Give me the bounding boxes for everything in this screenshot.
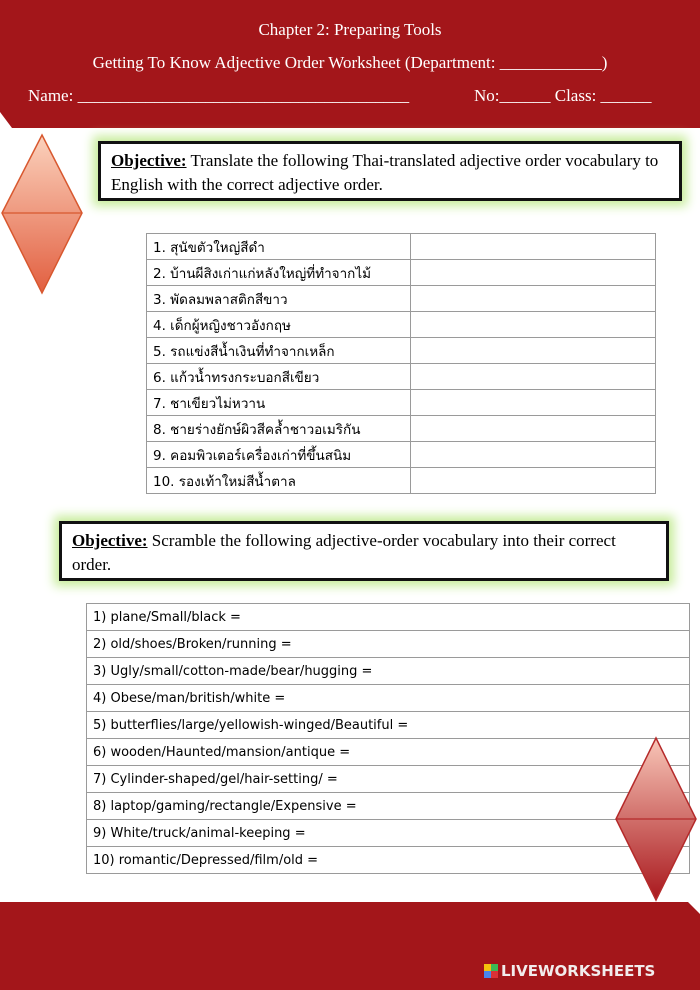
objective-text-2: Scramble the following adjective-order vocabulary into their correct order. [72, 531, 616, 574]
scramble-item[interactable]: 3) Ugly/small/cotton-made/bear/hugging = [87, 658, 690, 685]
scramble-row [87, 820, 690, 847]
objective-label-1: Objective: [111, 151, 187, 170]
objective-label-2: Objective: [72, 531, 148, 550]
translation-table [146, 233, 656, 494]
scramble-row [87, 712, 690, 739]
scramble-item[interactable]: 2) old/shoes/Broken/running = [87, 631, 690, 658]
translation-row [147, 260, 656, 286]
answer-cell[interactable] [411, 234, 656, 260]
liveworksheets-brand: LIVEWORKSHEETS [501, 962, 656, 980]
answer-cell[interactable] [411, 286, 656, 312]
thai-phrase: 6. แก้วน้ำทรงกระบอกสีเขียว [147, 364, 411, 390]
scramble-row [87, 658, 690, 685]
thai-phrase: 3. พัดลมพลาสติกสีขาว [147, 286, 411, 312]
translation-row [147, 364, 656, 390]
liveworksheets-icon [484, 964, 498, 978]
thai-phrase: 8. ชายร่างยักษ์ผิวสีคล้ำชาวอเมริกัน [147, 416, 411, 442]
worksheet-title: Getting To Know Adjective Order Worksheet (Department: ____________) [92, 53, 608, 72]
objective-box-1 [98, 141, 682, 201]
scramble-row [87, 631, 690, 658]
scramble-row [87, 847, 690, 874]
number-class-field: No:______ Class: ______ [474, 86, 652, 105]
scramble-table [86, 603, 690, 874]
thai-phrase: 9. คอมพิวเตอร์เครื่องเก่าที่ขึ้นสนิม [147, 442, 411, 468]
thai-phrase: 2. บ้านผีสิงเก่าแก่หลังใหญ่ที่ทำจากไม้ [147, 260, 411, 286]
scramble-row [87, 793, 690, 820]
scramble-row [87, 685, 690, 712]
thai-phrase: 1. สุนัขตัวใหญ่สีดำ [147, 234, 411, 260]
answer-cell[interactable] [411, 390, 656, 416]
translation-row [147, 468, 656, 494]
scramble-item[interactable]: 9) White/truck/animal-keeping = [87, 820, 690, 847]
translation-row [147, 442, 656, 468]
scramble-item[interactable]: 4) Obese/man/british/white = [87, 685, 690, 712]
objective-box-2 [59, 521, 669, 581]
scramble-item[interactable]: 5) butterflies/large/yellowish-winged/Beautiful = [87, 712, 690, 739]
liveworksheets-logo [484, 962, 655, 980]
left-diamond-decoration [0, 133, 84, 295]
answer-cell[interactable] [411, 312, 656, 338]
translation-row [147, 286, 656, 312]
answer-cell[interactable] [411, 338, 656, 364]
translation-row [147, 338, 656, 364]
answer-cell[interactable] [411, 442, 656, 468]
answer-cell[interactable] [411, 416, 656, 442]
answer-cell[interactable] [411, 468, 656, 494]
scramble-row [87, 604, 690, 631]
thai-phrase: 5. รถแข่งสีน้ำเงินที่ทำจากเหล็ก [147, 338, 411, 364]
scramble-item[interactable]: 8) laptop/gaming/rectangle/Expensive = [87, 793, 690, 820]
scramble-row [87, 766, 690, 793]
scramble-item[interactable]: 1) plane/Small/black = [87, 604, 690, 631]
right-diamond-decoration [614, 736, 698, 902]
name-field: Name: _______________________________________ [28, 86, 410, 105]
scramble-item[interactable]: 6) wooden/Haunted/mansion/antique = [87, 739, 690, 766]
header-banner [0, 0, 700, 130]
answer-cell[interactable] [411, 260, 656, 286]
thai-phrase: 10. รองเท้าใหม่สีน้ำตาล [147, 468, 411, 494]
answer-cell[interactable] [411, 364, 656, 390]
scramble-item[interactable]: 10) romantic/Depressed/film/old = [87, 847, 690, 874]
translation-row [147, 312, 656, 338]
translation-row [147, 234, 656, 260]
scramble-item[interactable]: 7) Cylinder-shaped/gel/hair-setting/ = [87, 766, 690, 793]
thai-phrase: 7. ชาเขียวไม่หวาน [147, 390, 411, 416]
objective-text-1: Translate the following Thai-translated adjective order vocabulary to English with the correct adjective order. [111, 151, 659, 194]
thai-phrase: 4. เด็กผู้หญิงชาวอังกฤษ [147, 312, 411, 338]
scramble-row [87, 739, 690, 766]
translation-row [147, 416, 656, 442]
chapter-title: Chapter 2: Preparing Tools [258, 20, 442, 39]
translation-row [147, 390, 656, 416]
